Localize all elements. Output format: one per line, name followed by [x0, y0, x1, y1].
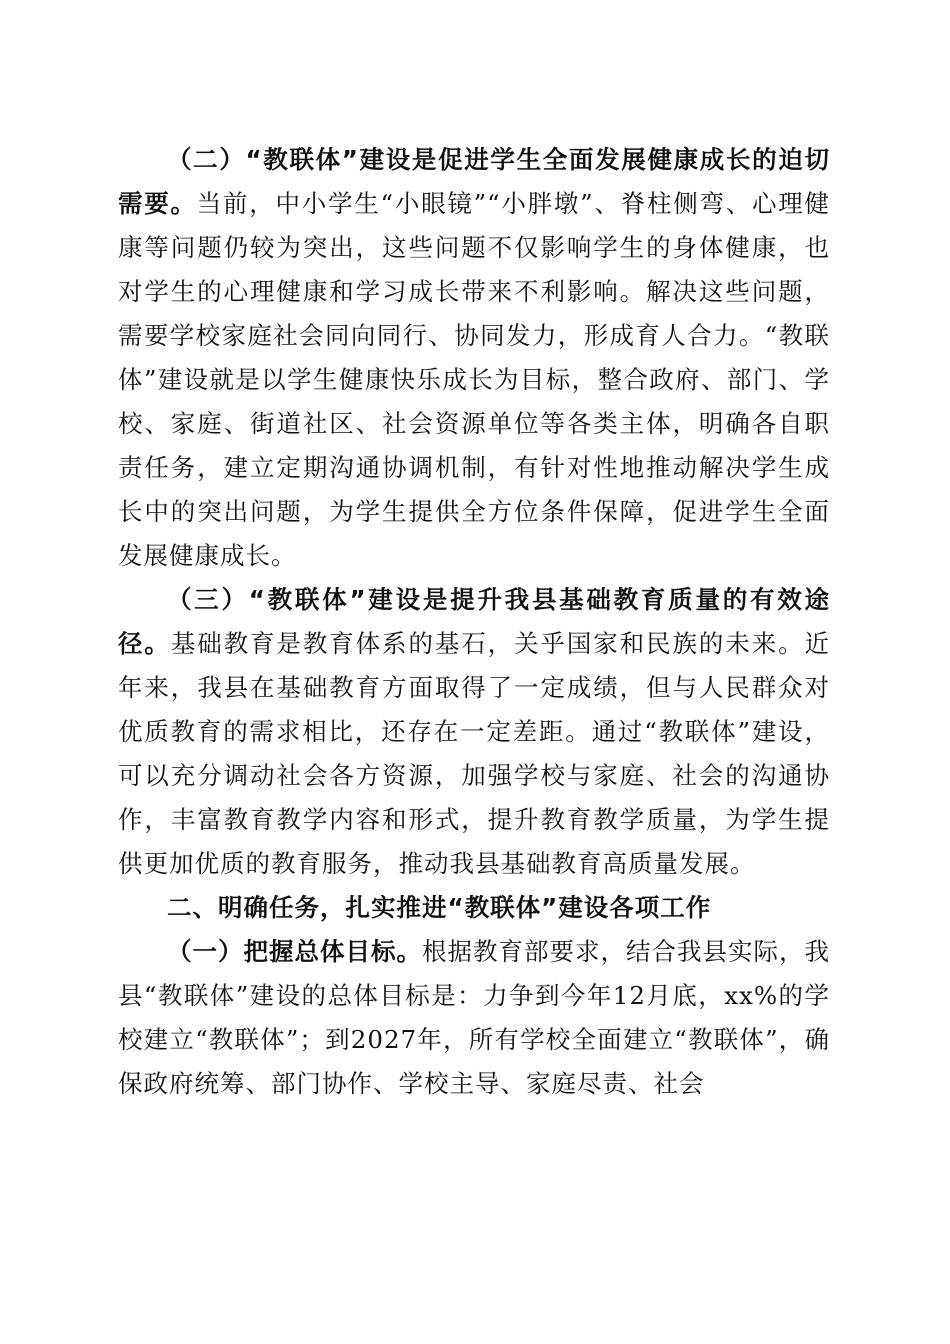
document-body — [118, 138, 830, 1106]
paragraph-2-body: 当前，中小学生“小眼镜”“小胖墩”、脊柱侧弯、心理健康等问题仍较为突出，这些问题不仅影响学生的身体健康，也对学生的心理健康和学习成长带来不利影响。解决这些问题，需要学校家庭社会同向同行、协同发力，形成育人合力。“教联体”建设就是以学生健康快乐成长为目标，整合政府、部门、学校、家庭、街道社区、社会资源单位等各类主体，明确各自职责任务，建立定期沟通协调机制，有针对性地推动解决学生成长中的突出问题，为学生提供全方位条件保障，促进学生全面发展健康成长。 — [118, 189, 830, 570]
paragraph-4-body: 根据教育部要求，结合我县实际，我县“教联体”建设的总体目标是：力争到今年12月底，xx%的学校建立“教联体”；到2027年，所有学校全面建立“教联体”，确保政府统筹、部门协作、学校主导、家庭尽责、社会 — [118, 937, 830, 1098]
paragraph-3 — [118, 578, 830, 886]
paragraph-2 — [118, 138, 830, 578]
section-heading: 二、明确任务，扎实推进“教联体”建设各项工作 — [167, 893, 712, 922]
paragraph-3-lead: （三）“教联体”建设是提升我县基础教育质量的有效途径。 — [118, 585, 830, 658]
paragraph-3-body: 基础教育是教育体系的基石，关乎国家和民族的未来。近年来，我县在基础教育方面取得了一定成绩，但与人民群众对优质教育的需求相比，还存在一定差距。通过“教联体”建设，可以充分调动社会各方资源，加强学校与家庭、社会的沟通协作，丰富教育教学内容和形式，提升教育教学质量，为学生提供更加优质的教育服务，推动我县基础教育高质量发展。 — [118, 629, 831, 878]
paragraph-2-lead: （二）“教联体”建设是促进学生全面发展健康成长的迫切需要。 — [118, 145, 830, 218]
paragraph-4 — [118, 930, 830, 1106]
paragraph-4-lead: （一）把握总体目标。 — [167, 937, 422, 966]
